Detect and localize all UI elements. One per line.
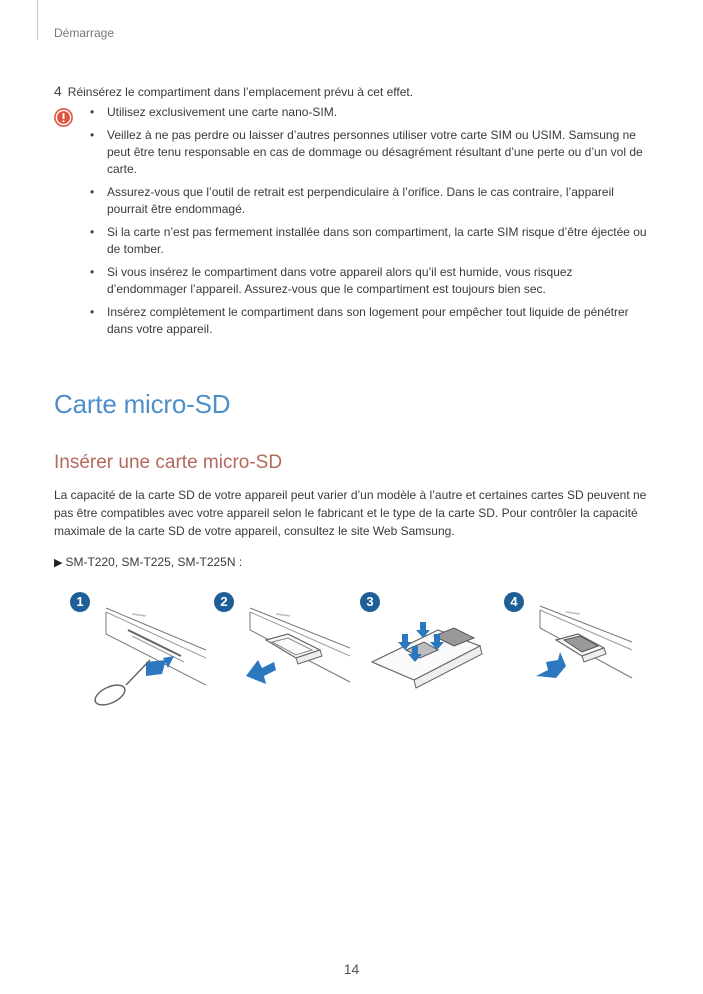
section-title: Carte micro-SD — [54, 389, 231, 419]
caution-item: • Si la carte n’est pas fermement installée dans son compartiment, la carte SIM risque d’être éjectée ou de tomber. — [90, 224, 655, 258]
step-number: 4 — [54, 83, 62, 99]
play-arrow-icon: ▶ — [54, 557, 63, 569]
illustration-step-3 — [356, 590, 496, 710]
step-badge-4: 4 — [504, 592, 524, 612]
section-paragraph: La capacité de la carte SD de votre appareil peut varier d’un modèle à l’autre et certaines cartes SD peuvent ne pas être compatibles avec votre appareil selon le fabricant et le type de la carte SD. Pour contrôler la capacité maximale de la carte SD de votre appareil, consultez le site Web Samsung. — [54, 488, 647, 538]
caution-icon — [54, 108, 73, 127]
step-badge-2: 2 — [214, 592, 234, 612]
section-header: Démarrage — [54, 26, 115, 40]
caution-item: • Si vous insérez le compartiment dans votre appareil alors qu’il est humide, vous risquez d’endommager l’appareil. Assurez-vous que le compartiment est toujours bien sec. — [90, 264, 655, 298]
step-text: Réinsérez le compartiment dans l’emplacement prévu à cet effet. — [67, 85, 414, 99]
step-badge-1: 1 — [70, 592, 90, 612]
model-list: SM-T220, SM-T225, SM-T225N : — [65, 555, 243, 569]
caution-item: • Assurez-vous que l’outil de retrait est perpendiculaire à l’orifice. Dans le cas contraire, l’appareil pourrait être endommagé. — [90, 184, 655, 218]
caution-item: • Utilisez exclusivement une carte nano-SIM. — [90, 104, 655, 121]
illustration-step-2 — [210, 590, 350, 710]
caution-item: • Insérez complètement le compartiment dans son logement pour empêcher tout liquide de pénétrer dans votre appareil. — [90, 304, 655, 338]
page-number: 14 — [343, 961, 360, 977]
step-4 — [54, 83, 654, 99]
caution-item: • Veillez à ne pas perdre ou laisser d’autres personnes utiliser votre carte SIM ou USIM. Samsung ne peut être tenu responsable en cas de dommage ou désagrément résultant d’une perte ou d’un vol de carte. — [90, 127, 655, 178]
illustration-step-1 — [66, 590, 206, 710]
model-line — [54, 555, 242, 569]
section-subtitle: Insérer une carte micro-SD — [54, 452, 283, 473]
step-badge-3: 3 — [360, 592, 380, 612]
header-rule — [37, 0, 38, 40]
caution-list — [90, 104, 655, 344]
illustration-step-4 — [500, 590, 640, 710]
